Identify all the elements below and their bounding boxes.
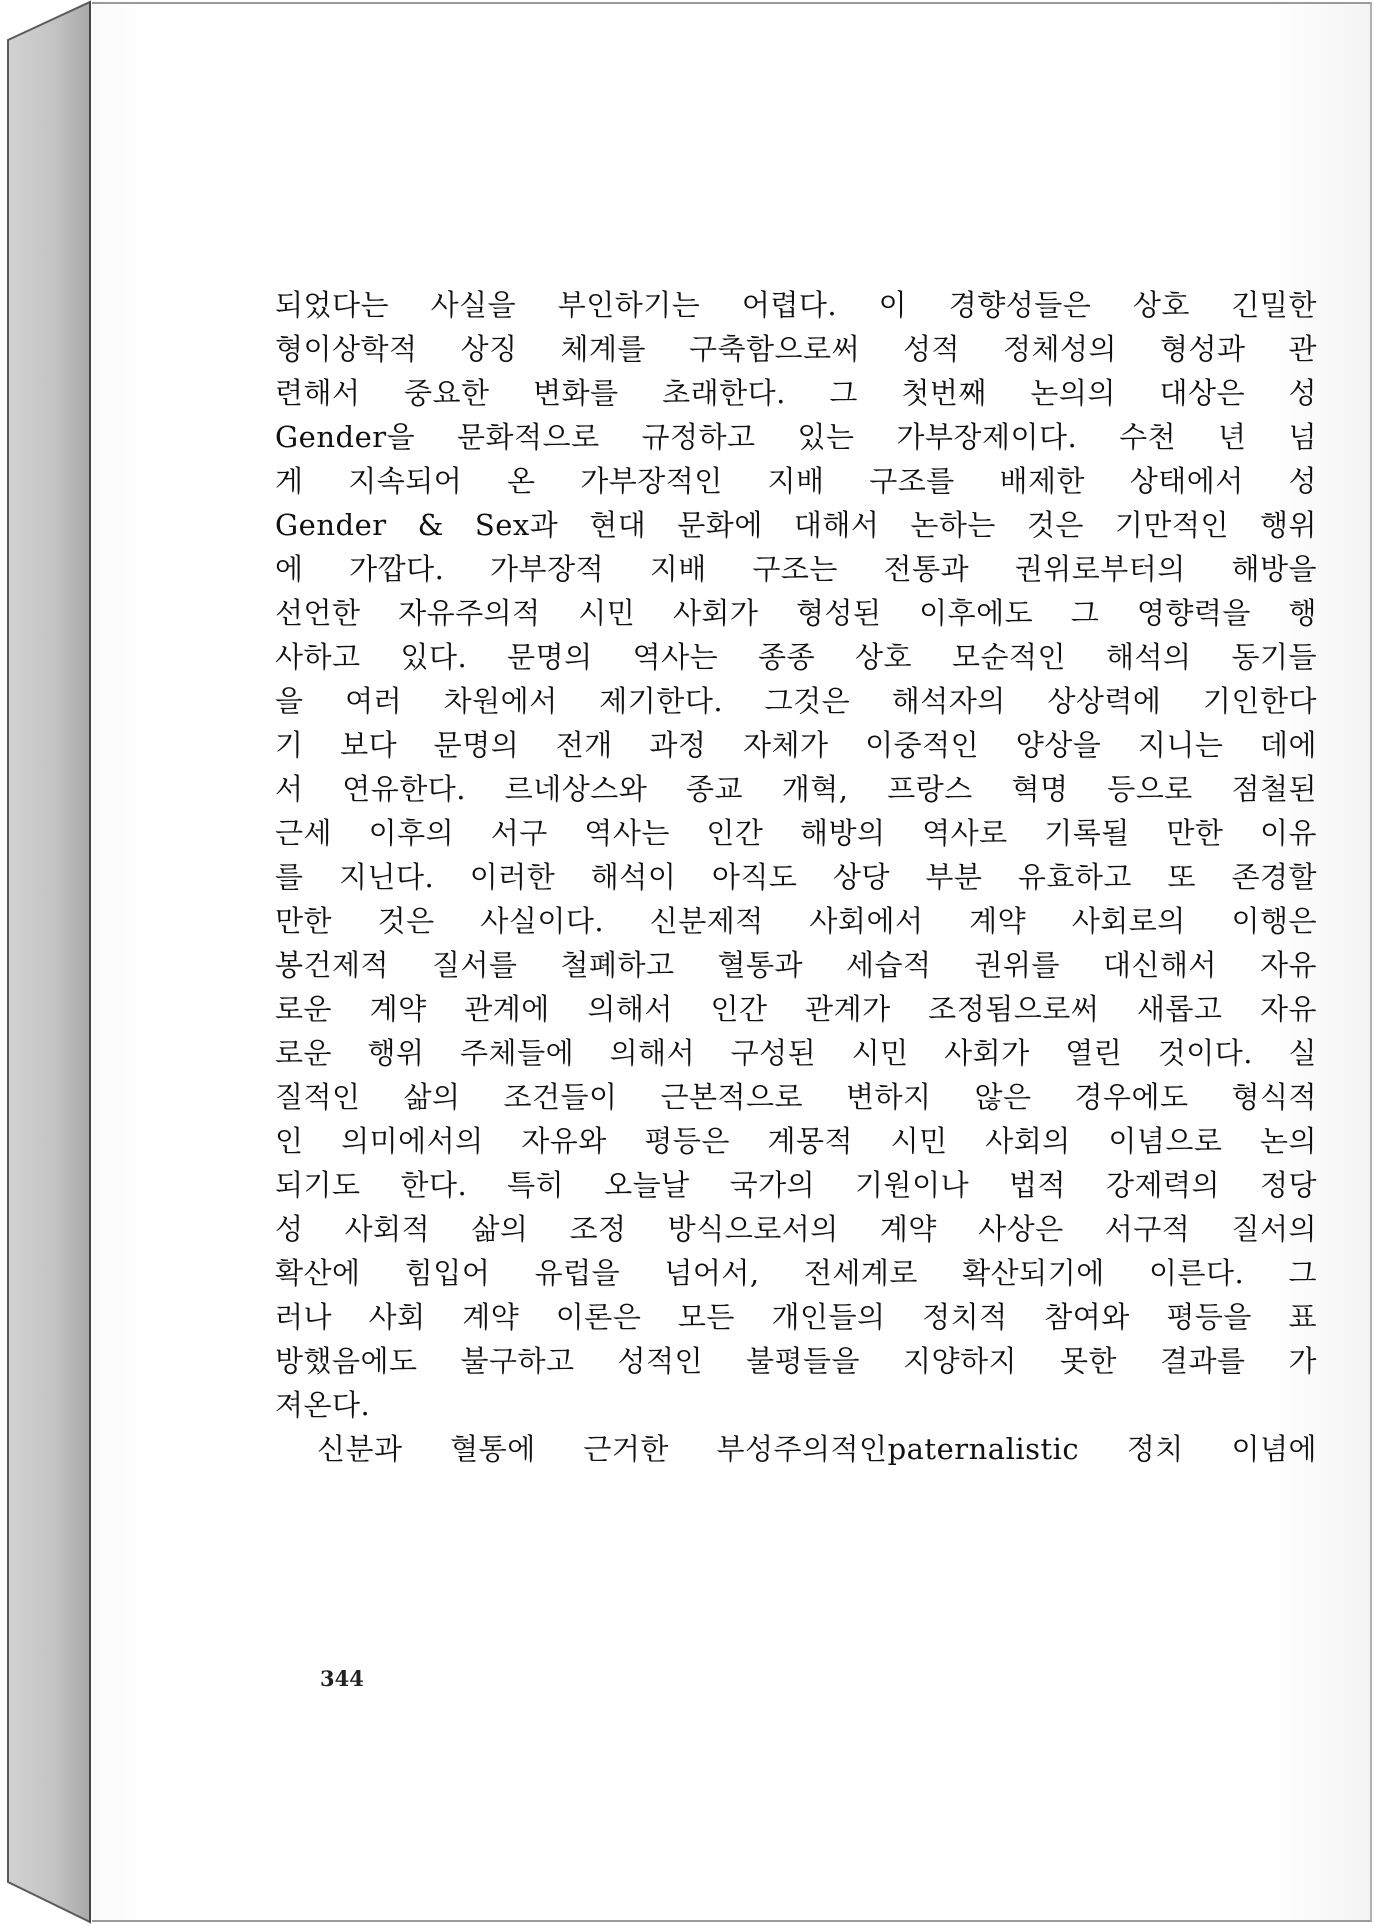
- text-line: 되었다는 사실을 부인하기는 어렵다. 이 경향성들은 상호 긴밀한: [275, 288, 1317, 322]
- text-line: 성 사회적 삶의 조정 방식으로서의 계약 사상은 서구적 질서의: [275, 1212, 1317, 1246]
- text-line: 형이상학적 상징 체계를 구축함으로써 성적 정체성의 형성과 관: [275, 332, 1317, 366]
- paragraph-start-line: 신분과 혈통에 근거한 부성주의적인paternalistic 정치 이념에: [317, 1432, 1317, 1466]
- text-line: Gender & Sex과 현대 문화에 대해서 논하는 것은 기만적인 행위: [275, 508, 1317, 542]
- body-text: [275, 283, 1317, 1471]
- text-line: 선언한 자유주의적 시민 사회가 형성된 이후에도 그 영향력을 행: [275, 596, 1317, 630]
- text-line: 로운 계약 관계에 의해서 인간 관계가 조정됨으로써 새롭고 자유: [275, 992, 1317, 1026]
- text-line: 근세 이후의 서구 역사는 인간 해방의 역사로 기록될 만한 이유: [275, 816, 1317, 850]
- text-line: 방했음에도 불구하고 성적인 불평들을 지양하지 못한 결과를 가: [275, 1344, 1317, 1378]
- text-line: 를 지닌다. 이러한 해석이 아직도 상당 부분 유효하고 또 존경할: [275, 860, 1317, 894]
- text-line: 게 지속되어 온 가부장적인 지배 구조를 배제한 상태에서 성: [275, 464, 1317, 498]
- text-line: 서 연유한다. 르네상스와 종교 개혁, 프랑스 혁명 등으로 점철된: [275, 772, 1317, 806]
- book-page: [92, 2, 1372, 1922]
- text-line: 을 여러 차원에서 제기한다. 그것은 해석자의 상상력에 기인한다: [275, 684, 1317, 718]
- text-line: 에 가깝다. 가부장적 지배 구조는 전통과 권위로부터의 해방을: [275, 552, 1317, 586]
- text-line: 봉건제적 질서를 철폐하고 혈통과 세습적 권위를 대신해서 자유: [275, 948, 1317, 982]
- text-line: 확산에 힘입어 유럽을 넘어서, 전세계로 확산되기에 이른다. 그: [275, 1256, 1317, 1290]
- text-line: 기 보다 문명의 전개 과정 자체가 이중적인 양상을 지니는 데에: [275, 728, 1317, 762]
- book-edge-shape: [0, 0, 95, 1925]
- text-line: Gender을 문화적으로 규정하고 있는 가부장제이다. 수천 년 넘: [275, 420, 1317, 454]
- text-line: 져온다.: [275, 1388, 371, 1422]
- text-line: 인 의미에서의 자유와 평등은 계몽적 시민 사회의 이념으로 논의: [275, 1124, 1317, 1158]
- text-line: 련해서 중요한 변화를 초래한다. 그 첫번째 논의의 대상은 성: [275, 376, 1317, 410]
- text-line: 사하고 있다. 문명의 역사는 종종 상호 모순적인 해석의 동기들: [275, 640, 1317, 674]
- text-line: 러나 사회 계약 이론은 모든 개인들의 정치적 참여와 평등을 표: [275, 1300, 1317, 1334]
- text-line: 되기도 한다. 특히 오늘날 국가의 기원이나 법적 강제력의 정당: [275, 1168, 1317, 1202]
- text-line: 질적인 삶의 조건들이 근본적으로 변하지 않은 경우에도 형식적: [275, 1080, 1317, 1114]
- text-line: 만한 것은 사실이다. 신분제적 사회에서 계약 사회로의 이행은: [275, 904, 1317, 938]
- book-spine: [0, 0, 95, 1925]
- page-number: 344: [320, 1666, 364, 1691]
- text-line: 로운 행위 주체들에 의해서 구성된 시민 사회가 열린 것이다. 실: [275, 1036, 1317, 1070]
